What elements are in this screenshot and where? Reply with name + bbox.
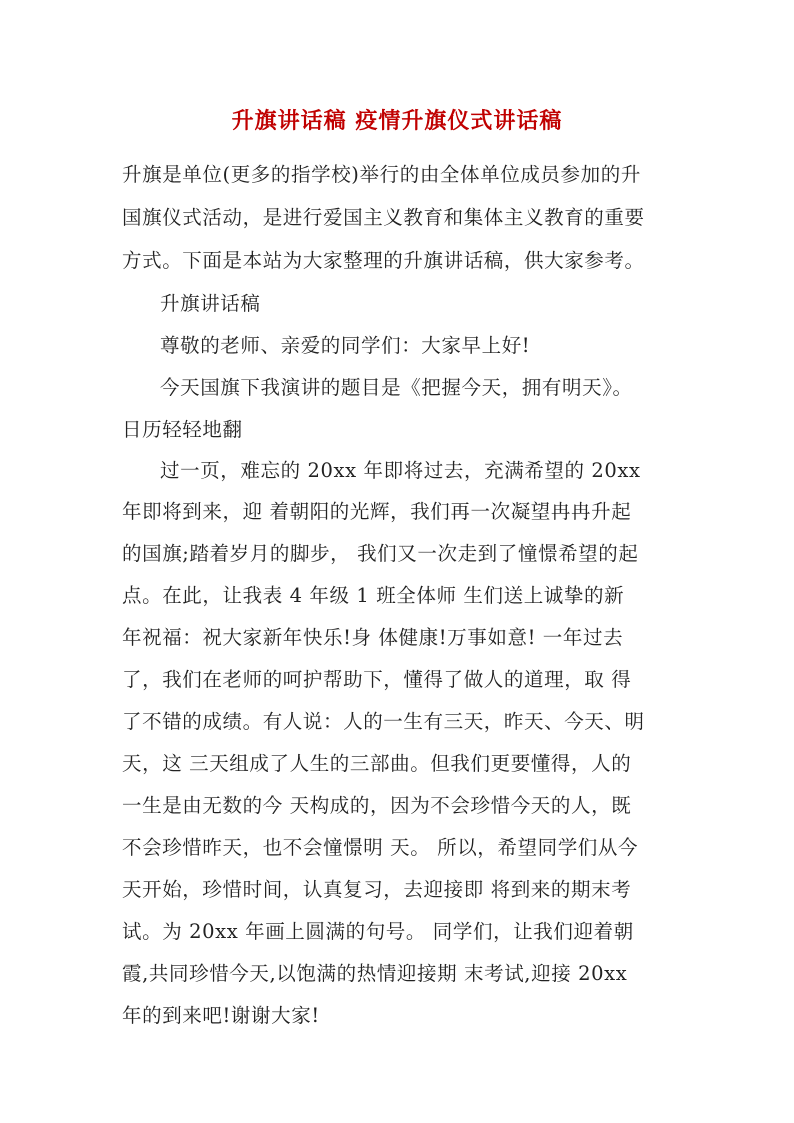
paragraph-line: 方式。下面是本站为大家整理的升旗讲话稿，供大家参考。 [122, 249, 645, 272]
paragraph-line: 试。为 20xx 年画上圆满的句号。 同学们，让我们迎着朝 [122, 920, 634, 943]
paragraph-line: 日历轻轻地翻 [122, 418, 243, 441]
paragraph-line: 天，这 三天组成了人生的三部曲。但我们更要懂得，人的 [122, 752, 632, 775]
paragraph-line: 了，我们在老师的呵护帮助下，懂得了做人的道理，取 得 [122, 668, 632, 691]
paragraph-line: 了不错的成绩。有人说：人的一生有三天，昨天、今天、明 [122, 710, 645, 733]
document-title: 升旗讲话稿 疫情升旗仪式讲话稿 [231, 108, 563, 134]
paragraph-line: 一生是由无数的今 天构成的，因为不会珍惜今天的人，既 [122, 794, 632, 817]
paragraph-line: 不会珍惜昨天，也不会憧憬明 天。 所以，希望同学们从今 [122, 836, 639, 859]
paragraph-line: 霞,共同珍惜今天,以饱满的热情迎接期 末考试,迎接 20xx [122, 962, 628, 985]
paragraph-line: 过一页，难忘的 20xx 年即将过去，充满希望的 20xx [160, 459, 641, 482]
paragraph-line: 年的到来吧!谢谢大家! [122, 1004, 320, 1027]
paragraph-line: 点。在此，让我表 4 年级 1 班全体师 生们送上诚挚的新 [122, 584, 625, 607]
paragraph-line: 年即将到来，迎 着朝阳的光辉，我们再一次凝望冉冉升起 [122, 500, 632, 523]
paragraph-line: 升旗是单位(更多的指学校)举行的由全体单位成员参加的升 [122, 163, 641, 186]
paragraph-line: 国旗仪式活动，是进行爱国主义教育和集体主义教育的重要 [122, 206, 645, 229]
greeting-line: 尊敬的老师、亲爱的同学们：大家早上好! [160, 334, 531, 357]
paragraph-line: 年祝福：祝大家新年快乐!身 体健康!万事如意! 一年过去 [122, 626, 624, 649]
paragraph-line: 的国旗;踏着岁月的脚步， 我们又一次走到了憧憬希望的起 [122, 542, 639, 565]
paragraph-line: 天开始，珍惜时间，认真复习，去迎接即 将到来的期末考 [122, 878, 632, 901]
subheading-line: 升旗讲话稿 [160, 292, 261, 315]
paragraph-line: 今天国旗下我演讲的题目是《把握今天，拥有明天》。 [160, 376, 633, 399]
